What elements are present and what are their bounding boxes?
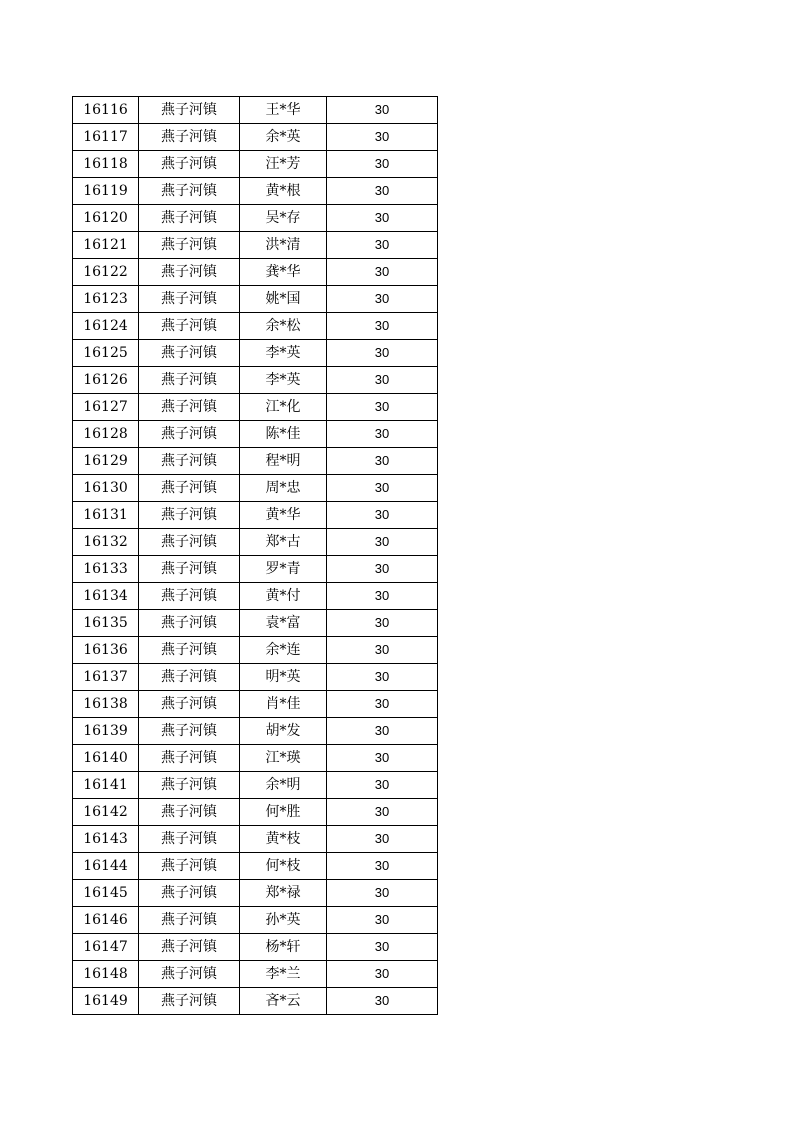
town-cell: 燕子河镇 bbox=[139, 826, 240, 853]
amount-cell: 30 bbox=[327, 178, 438, 205]
amount-cell: 30 bbox=[327, 475, 438, 502]
roster-table bbox=[72, 96, 438, 1015]
amount-cell: 30 bbox=[327, 556, 438, 583]
table-row bbox=[73, 151, 438, 178]
table-row bbox=[73, 556, 438, 583]
town-cell: 燕子河镇 bbox=[139, 286, 240, 313]
amount-cell: 30 bbox=[327, 232, 438, 259]
name-cell: 吴*存 bbox=[240, 205, 327, 232]
row-number-cell: 16142 bbox=[73, 799, 139, 826]
row-number-cell: 16125 bbox=[73, 340, 139, 367]
amount-cell: 30 bbox=[327, 97, 438, 124]
town-cell: 燕子河镇 bbox=[139, 853, 240, 880]
town-cell: 燕子河镇 bbox=[139, 151, 240, 178]
table-row bbox=[73, 583, 438, 610]
amount-cell: 30 bbox=[327, 664, 438, 691]
town-cell: 燕子河镇 bbox=[139, 934, 240, 961]
name-cell: 黄*付 bbox=[240, 583, 327, 610]
name-cell: 江*瑛 bbox=[240, 745, 327, 772]
amount-cell: 30 bbox=[327, 799, 438, 826]
row-number-cell: 16127 bbox=[73, 394, 139, 421]
table-row bbox=[73, 394, 438, 421]
row-number-cell: 16122 bbox=[73, 259, 139, 286]
town-cell: 燕子河镇 bbox=[139, 97, 240, 124]
row-number-cell: 16123 bbox=[73, 286, 139, 313]
amount-cell: 30 bbox=[327, 205, 438, 232]
name-cell: 袁*富 bbox=[240, 610, 327, 637]
amount-cell: 30 bbox=[327, 259, 438, 286]
table-row bbox=[73, 313, 438, 340]
name-cell: 肖*佳 bbox=[240, 691, 327, 718]
town-cell: 燕子河镇 bbox=[139, 421, 240, 448]
table-row bbox=[73, 988, 438, 1015]
amount-cell: 30 bbox=[327, 394, 438, 421]
amount-cell: 30 bbox=[327, 313, 438, 340]
town-cell: 燕子河镇 bbox=[139, 610, 240, 637]
table-row bbox=[73, 205, 438, 232]
amount-cell: 30 bbox=[327, 124, 438, 151]
town-cell: 燕子河镇 bbox=[139, 232, 240, 259]
table-row bbox=[73, 772, 438, 799]
amount-cell: 30 bbox=[327, 772, 438, 799]
name-cell: 陈*佳 bbox=[240, 421, 327, 448]
table-row bbox=[73, 610, 438, 637]
row-number-cell: 16132 bbox=[73, 529, 139, 556]
name-cell: 黄*根 bbox=[240, 178, 327, 205]
town-cell: 燕子河镇 bbox=[139, 691, 240, 718]
row-number-cell: 16133 bbox=[73, 556, 139, 583]
row-number-cell: 16145 bbox=[73, 880, 139, 907]
row-number-cell: 16118 bbox=[73, 151, 139, 178]
town-cell: 燕子河镇 bbox=[139, 340, 240, 367]
name-cell: 江*化 bbox=[240, 394, 327, 421]
name-cell: 余*明 bbox=[240, 772, 327, 799]
town-cell: 燕子河镇 bbox=[139, 583, 240, 610]
table-row bbox=[73, 286, 438, 313]
row-number-cell: 16147 bbox=[73, 934, 139, 961]
town-cell: 燕子河镇 bbox=[139, 880, 240, 907]
row-number-cell: 16128 bbox=[73, 421, 139, 448]
name-cell: 余*英 bbox=[240, 124, 327, 151]
amount-cell: 30 bbox=[327, 853, 438, 880]
town-cell: 燕子河镇 bbox=[139, 718, 240, 745]
amount-cell: 30 bbox=[327, 448, 438, 475]
name-cell: 洪*清 bbox=[240, 232, 327, 259]
town-cell: 燕子河镇 bbox=[139, 124, 240, 151]
town-cell: 燕子河镇 bbox=[139, 637, 240, 664]
amount-cell: 30 bbox=[327, 286, 438, 313]
town-cell: 燕子河镇 bbox=[139, 178, 240, 205]
amount-cell: 30 bbox=[327, 610, 438, 637]
table-row bbox=[73, 475, 438, 502]
row-number-cell: 16120 bbox=[73, 205, 139, 232]
town-cell: 燕子河镇 bbox=[139, 529, 240, 556]
name-cell: 李*兰 bbox=[240, 961, 327, 988]
amount-cell: 30 bbox=[327, 988, 438, 1015]
table-row bbox=[73, 934, 438, 961]
name-cell: 孙*英 bbox=[240, 907, 327, 934]
row-number-cell: 16140 bbox=[73, 745, 139, 772]
row-number-cell: 16124 bbox=[73, 313, 139, 340]
table-row bbox=[73, 178, 438, 205]
name-cell: 何*枝 bbox=[240, 853, 327, 880]
amount-cell: 30 bbox=[327, 421, 438, 448]
table-row bbox=[73, 340, 438, 367]
town-cell: 燕子河镇 bbox=[139, 448, 240, 475]
name-cell: 李*英 bbox=[240, 340, 327, 367]
amount-cell: 30 bbox=[327, 907, 438, 934]
table-row bbox=[73, 502, 438, 529]
name-cell: 杨*轩 bbox=[240, 934, 327, 961]
town-cell: 燕子河镇 bbox=[139, 394, 240, 421]
name-cell: 明*英 bbox=[240, 664, 327, 691]
town-cell: 燕子河镇 bbox=[139, 799, 240, 826]
town-cell: 燕子河镇 bbox=[139, 664, 240, 691]
table-row bbox=[73, 637, 438, 664]
row-number-cell: 16135 bbox=[73, 610, 139, 637]
amount-cell: 30 bbox=[327, 529, 438, 556]
name-cell: 郑*古 bbox=[240, 529, 327, 556]
amount-cell: 30 bbox=[327, 691, 438, 718]
row-number-cell: 16138 bbox=[73, 691, 139, 718]
row-number-cell: 16116 bbox=[73, 97, 139, 124]
amount-cell: 30 bbox=[327, 583, 438, 610]
table-row bbox=[73, 718, 438, 745]
name-cell: 姚*国 bbox=[240, 286, 327, 313]
town-cell: 燕子河镇 bbox=[139, 502, 240, 529]
town-cell: 燕子河镇 bbox=[139, 961, 240, 988]
row-number-cell: 16134 bbox=[73, 583, 139, 610]
town-cell: 燕子河镇 bbox=[139, 907, 240, 934]
table-row bbox=[73, 259, 438, 286]
amount-cell: 30 bbox=[327, 718, 438, 745]
row-number-cell: 16117 bbox=[73, 124, 139, 151]
name-cell: 何*胜 bbox=[240, 799, 327, 826]
name-cell: 黄*华 bbox=[240, 502, 327, 529]
roster-table-body bbox=[73, 97, 438, 1015]
name-cell: 李*英 bbox=[240, 367, 327, 394]
name-cell: 余*松 bbox=[240, 313, 327, 340]
row-number-cell: 16149 bbox=[73, 988, 139, 1015]
name-cell: 周*忠 bbox=[240, 475, 327, 502]
table-row bbox=[73, 961, 438, 988]
row-number-cell: 16146 bbox=[73, 907, 139, 934]
town-cell: 燕子河镇 bbox=[139, 205, 240, 232]
row-number-cell: 16141 bbox=[73, 772, 139, 799]
row-number-cell: 16136 bbox=[73, 637, 139, 664]
town-cell: 燕子河镇 bbox=[139, 259, 240, 286]
table-row bbox=[73, 880, 438, 907]
amount-cell: 30 bbox=[327, 340, 438, 367]
table-row bbox=[73, 826, 438, 853]
table-row bbox=[73, 232, 438, 259]
amount-cell: 30 bbox=[327, 961, 438, 988]
row-number-cell: 16130 bbox=[73, 475, 139, 502]
table-row bbox=[73, 421, 438, 448]
table-row bbox=[73, 691, 438, 718]
name-cell: 汪*芳 bbox=[240, 151, 327, 178]
amount-cell: 30 bbox=[327, 367, 438, 394]
amount-cell: 30 bbox=[327, 826, 438, 853]
town-cell: 燕子河镇 bbox=[139, 367, 240, 394]
table-row bbox=[73, 664, 438, 691]
row-number-cell: 16126 bbox=[73, 367, 139, 394]
table-row bbox=[73, 529, 438, 556]
table-row bbox=[73, 907, 438, 934]
row-number-cell: 16131 bbox=[73, 502, 139, 529]
town-cell: 燕子河镇 bbox=[139, 988, 240, 1015]
amount-cell: 30 bbox=[327, 637, 438, 664]
table-row bbox=[73, 745, 438, 772]
amount-cell: 30 bbox=[327, 880, 438, 907]
row-number-cell: 16144 bbox=[73, 853, 139, 880]
row-number-cell: 16148 bbox=[73, 961, 139, 988]
amount-cell: 30 bbox=[327, 934, 438, 961]
row-number-cell: 16137 bbox=[73, 664, 139, 691]
amount-cell: 30 bbox=[327, 745, 438, 772]
name-cell: 黄*枝 bbox=[240, 826, 327, 853]
row-number-cell: 16139 bbox=[73, 718, 139, 745]
name-cell: 罗*青 bbox=[240, 556, 327, 583]
name-cell: 郑*禄 bbox=[240, 880, 327, 907]
town-cell: 燕子河镇 bbox=[139, 475, 240, 502]
row-number-cell: 16143 bbox=[73, 826, 139, 853]
amount-cell: 30 bbox=[327, 502, 438, 529]
row-number-cell: 16121 bbox=[73, 232, 139, 259]
table-row bbox=[73, 853, 438, 880]
town-cell: 燕子河镇 bbox=[139, 313, 240, 340]
table-row bbox=[73, 367, 438, 394]
table-row bbox=[73, 124, 438, 151]
town-cell: 燕子河镇 bbox=[139, 745, 240, 772]
table-row bbox=[73, 799, 438, 826]
table-row bbox=[73, 448, 438, 475]
row-number-cell: 16129 bbox=[73, 448, 139, 475]
row-number-cell: 16119 bbox=[73, 178, 139, 205]
name-cell: 王*华 bbox=[240, 97, 327, 124]
name-cell: 吝*云 bbox=[240, 988, 327, 1015]
town-cell: 燕子河镇 bbox=[139, 772, 240, 799]
town-cell: 燕子河镇 bbox=[139, 556, 240, 583]
table-row bbox=[73, 97, 438, 124]
name-cell: 余*连 bbox=[240, 637, 327, 664]
name-cell: 程*明 bbox=[240, 448, 327, 475]
amount-cell: 30 bbox=[327, 151, 438, 178]
name-cell: 胡*发 bbox=[240, 718, 327, 745]
name-cell: 龚*华 bbox=[240, 259, 327, 286]
